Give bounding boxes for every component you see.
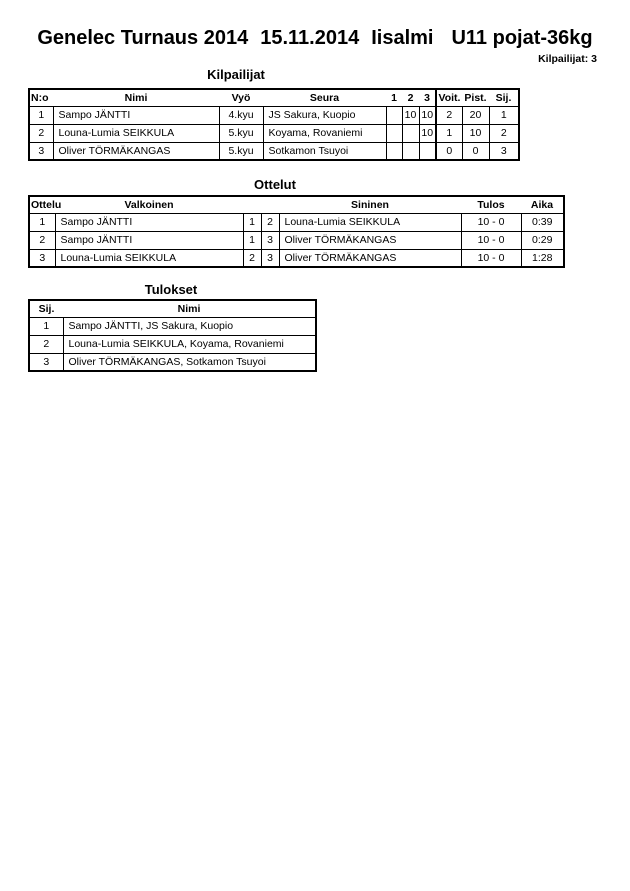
competitor-name-cell: Oliver TÖRMÄKANGAS bbox=[53, 142, 219, 160]
blue-number-cell: 3 bbox=[261, 231, 279, 249]
competitor-score2-cell: 10 bbox=[402, 106, 419, 124]
result-name-cell: Louna-Lumia SEIKKULA, Koyama, Rovaniemi bbox=[63, 335, 316, 353]
match-number-cell: 2 bbox=[29, 231, 55, 249]
matches-header-row bbox=[29, 196, 564, 213]
competitor-club-cell: JS Sakura, Kuopio bbox=[263, 106, 386, 124]
competitor-club-cell: Sotkamon Tsuyoi bbox=[263, 142, 386, 160]
header-place: Sij. bbox=[29, 300, 63, 317]
competitor-place-cell: 3 bbox=[489, 142, 519, 160]
competitor-points-cell: 10 bbox=[462, 124, 489, 142]
match-row bbox=[29, 249, 564, 267]
match-time-cell: 1:28 bbox=[521, 249, 564, 267]
header-belt: Vyö bbox=[219, 89, 263, 106]
competitor-row bbox=[29, 124, 519, 142]
section-title-results: Tulokset bbox=[144, 282, 198, 297]
header-no: N:o bbox=[29, 89, 53, 106]
header-blue-no bbox=[261, 196, 279, 213]
match-result-cell: 10 - 0 bbox=[461, 231, 521, 249]
title-date: 15.11.2014 bbox=[260, 27, 360, 49]
competitor-name-cell: Sampo JÄNTTI bbox=[53, 106, 219, 124]
competitor-score1-cell bbox=[386, 124, 402, 142]
match-result-cell: 10 - 0 bbox=[461, 213, 521, 231]
white-player-cell: Sampo JÄNTTI bbox=[55, 213, 243, 231]
header-place: Sij. bbox=[489, 89, 519, 106]
competitor-number-cell: 1 bbox=[29, 106, 53, 124]
header-wins: Voit. bbox=[436, 89, 462, 106]
blue-player-cell: Oliver TÖRMÄKANGAS bbox=[279, 231, 461, 249]
blue-player-cell: Oliver TÖRMÄKANGAS bbox=[279, 249, 461, 267]
competitors-table bbox=[28, 88, 520, 161]
blue-number-cell: 2 bbox=[261, 213, 279, 231]
match-number-cell: 1 bbox=[29, 213, 55, 231]
competitor-row bbox=[29, 106, 519, 124]
competitor-score2-cell bbox=[402, 124, 419, 142]
result-row bbox=[29, 353, 316, 371]
title-category: U11 pojat-36kg bbox=[451, 27, 593, 49]
match-time-cell: 0:39 bbox=[521, 213, 564, 231]
header-opp2: 2 bbox=[402, 89, 419, 106]
white-player-cell: Sampo JÄNTTI bbox=[55, 231, 243, 249]
match-time-cell: 0:29 bbox=[521, 231, 564, 249]
matches-table bbox=[28, 195, 565, 268]
result-place-cell: 3 bbox=[29, 353, 63, 371]
competitor-row bbox=[29, 142, 519, 160]
header-opp1: 1 bbox=[386, 89, 402, 106]
competitor-place-cell: 1 bbox=[489, 106, 519, 124]
competitor-points-cell: 20 bbox=[462, 106, 489, 124]
header-match: Ottelu bbox=[29, 196, 55, 213]
white-number-cell: 2 bbox=[243, 249, 261, 267]
header-name: Nimi bbox=[63, 300, 316, 317]
competitor-score3-cell bbox=[419, 142, 436, 160]
match-row bbox=[29, 213, 564, 231]
result-name-cell: Sampo JÄNTTI, JS Sakura, Kuopio bbox=[63, 317, 316, 335]
competitor-wins-cell: 2 bbox=[436, 106, 462, 124]
match-result-cell: 10 - 0 bbox=[461, 249, 521, 267]
title-tournament: Genelec Turnaus 2014 bbox=[37, 27, 249, 49]
competitor-name-cell: Louna-Lumia SEIKKULA bbox=[53, 124, 219, 142]
result-place-cell: 2 bbox=[29, 335, 63, 353]
result-place-cell: 1 bbox=[29, 317, 63, 335]
header-club: Seura bbox=[263, 89, 386, 106]
competitors-header-row bbox=[29, 89, 519, 106]
match-row bbox=[29, 231, 564, 249]
competitor-belt-cell: 5.kyu bbox=[219, 142, 263, 160]
header-blue: Sininen bbox=[279, 196, 461, 213]
result-name-cell: Oliver TÖRMÄKANGAS, Sotkamon Tsuyoi bbox=[63, 353, 316, 371]
competitor-number-cell: 2 bbox=[29, 124, 53, 142]
competitor-points-cell: 0 bbox=[462, 142, 489, 160]
white-player-cell: Louna-Lumia SEIKKULA bbox=[55, 249, 243, 267]
section-title-matches: Ottelut bbox=[254, 177, 296, 192]
white-number-cell: 1 bbox=[243, 231, 261, 249]
competitor-score1-cell bbox=[386, 142, 402, 160]
blue-player-cell: Louna-Lumia SEIKKULA bbox=[279, 213, 461, 231]
competitor-belt-cell: 5.kyu bbox=[219, 124, 263, 142]
competitor-count-label: Kilpailijat: 3 bbox=[538, 53, 597, 65]
competitor-score3-cell: 10 bbox=[419, 106, 436, 124]
competitor-score1-cell bbox=[386, 106, 402, 124]
competitor-score3-cell: 10 bbox=[419, 124, 436, 142]
competitor-wins-cell: 1 bbox=[436, 124, 462, 142]
page-title bbox=[0, 27, 630, 50]
blue-number-cell: 3 bbox=[261, 249, 279, 267]
header-result: Tulos bbox=[461, 196, 521, 213]
competitor-place-cell: 2 bbox=[489, 124, 519, 142]
result-row bbox=[29, 335, 316, 353]
competitor-score2-cell bbox=[402, 142, 419, 160]
section-title-competitors: Kilpailijat bbox=[207, 67, 265, 82]
results-table bbox=[28, 299, 317, 372]
header-time: Aika bbox=[521, 196, 564, 213]
header-points: Pist. bbox=[462, 89, 489, 106]
header-name: Nimi bbox=[53, 89, 219, 106]
results-header-row bbox=[29, 300, 316, 317]
header-white: Valkoinen bbox=[55, 196, 243, 213]
competitor-club-cell: Koyama, Rovaniemi bbox=[263, 124, 386, 142]
match-number-cell: 3 bbox=[29, 249, 55, 267]
competitor-number-cell: 3 bbox=[29, 142, 53, 160]
header-opp3: 3 bbox=[419, 89, 436, 106]
header-white-no bbox=[243, 196, 261, 213]
competitor-wins-cell: 0 bbox=[436, 142, 462, 160]
competitor-belt-cell: 4.kyu bbox=[219, 106, 263, 124]
title-location: Iisalmi bbox=[371, 27, 434, 49]
result-row bbox=[29, 317, 316, 335]
white-number-cell: 1 bbox=[243, 213, 261, 231]
